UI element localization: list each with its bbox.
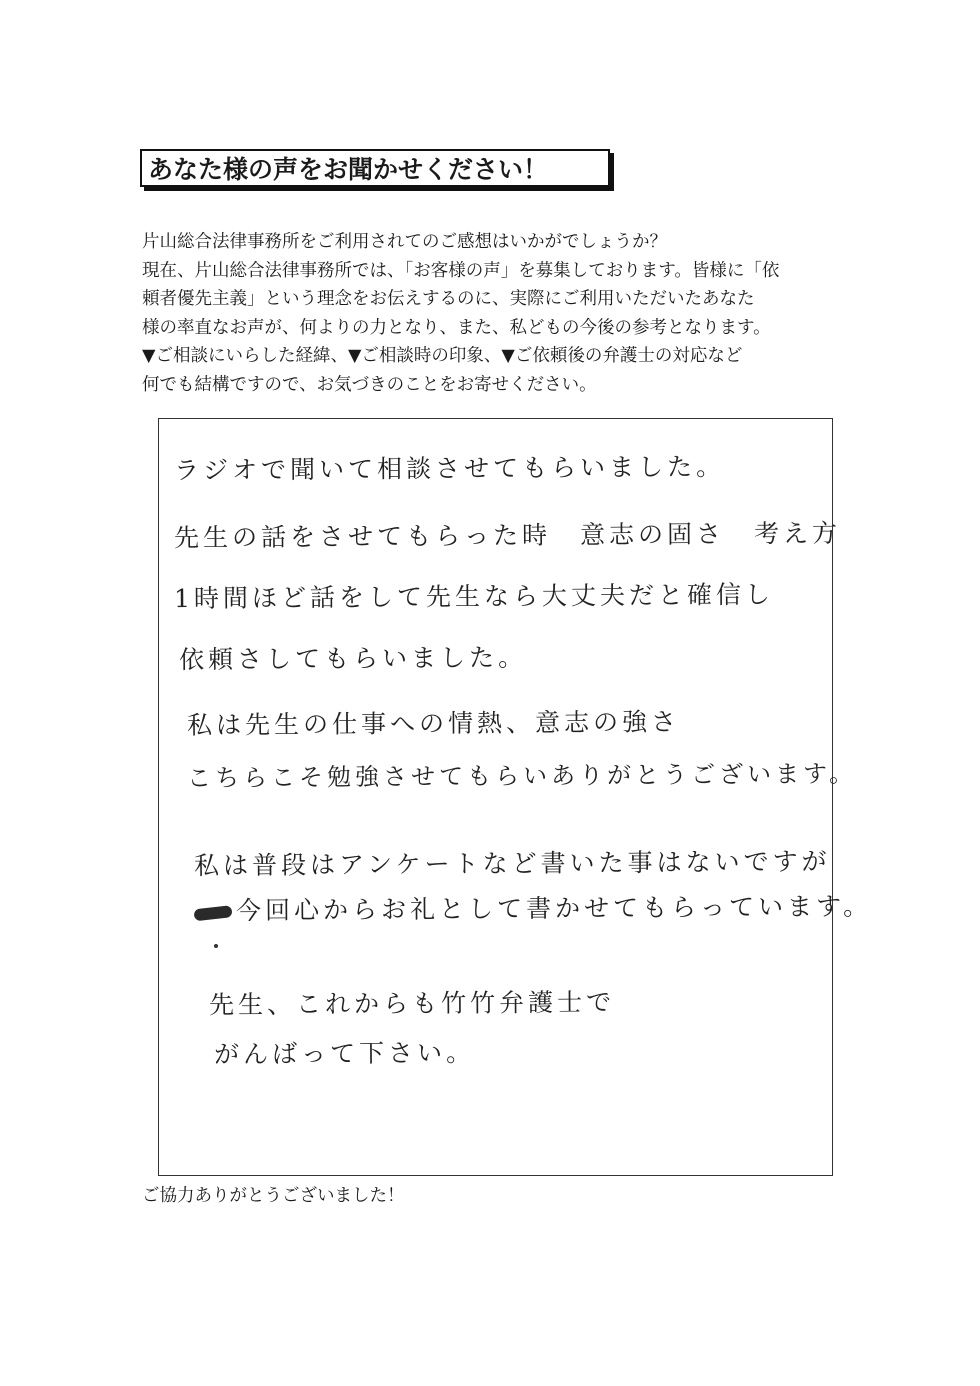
intro-line: 頼者優先主義」という理念をお伝えするのに、実際にご利用いただいたあなた [142,289,755,310]
crossed-out-scribble [193,905,232,921]
intro-text [142,228,862,400]
intro-line: 様の率直なお声が、何よりの力となり、また、私どもの今後の参考となります。 [142,317,771,338]
handwritten-line: 今回心からお礼として書かせてもらっています。 [235,891,873,926]
handwritten-line: 私は普段はアンケートなど書いた事はないですが [193,846,831,881]
handwritten-line: 依頼さしてもらいました。 [178,642,528,675]
handwritten-line: 私は先生の仕事への情熱、意志の強さ [186,707,681,740]
intro-line: ▼ご相談にいらした経緯、▼ご相談時の印象、▼ご依頼後の弁護士の対応など [142,346,743,367]
thank-you-text: ご協力ありがとうございました！ [142,1186,405,1206]
page-title: あなた様の声をお聞かせください！ [148,155,549,184]
page-title-box [140,149,610,187]
stray-pen-mark [214,944,218,948]
handwritten-line: ラジオで聞いて相談させてもらいました。 [173,452,726,485]
handwritten-line: 1時間ほど話をして先生なら大丈夫だと確信し [173,579,775,614]
intro-line: 現在、片山総合法律事務所では、「お客様の声」を募集しております。皆様に「依 [142,260,780,281]
intro-line: 何でも結構ですので、お気づきのことをお寄せください。 [142,374,597,395]
handwritten-line: 先生の話をさせてもらった時 意志の固さ 考え方 [173,518,842,553]
handwritten-line-with-scribble [194,887,872,928]
handwritten-line: こちらこそ勉強させてもらいありがとうございます。 [186,759,858,793]
handwritten-comment-box [158,418,873,1176]
intro-line: 片山総合法律事務所をご利用されてのご感想はいかがでしょうか？ [142,232,667,252]
handwritten-line: がんばって下さい。 [213,1038,476,1069]
handwritten-line: 先生、これからも竹竹弁護士で [208,987,616,1020]
